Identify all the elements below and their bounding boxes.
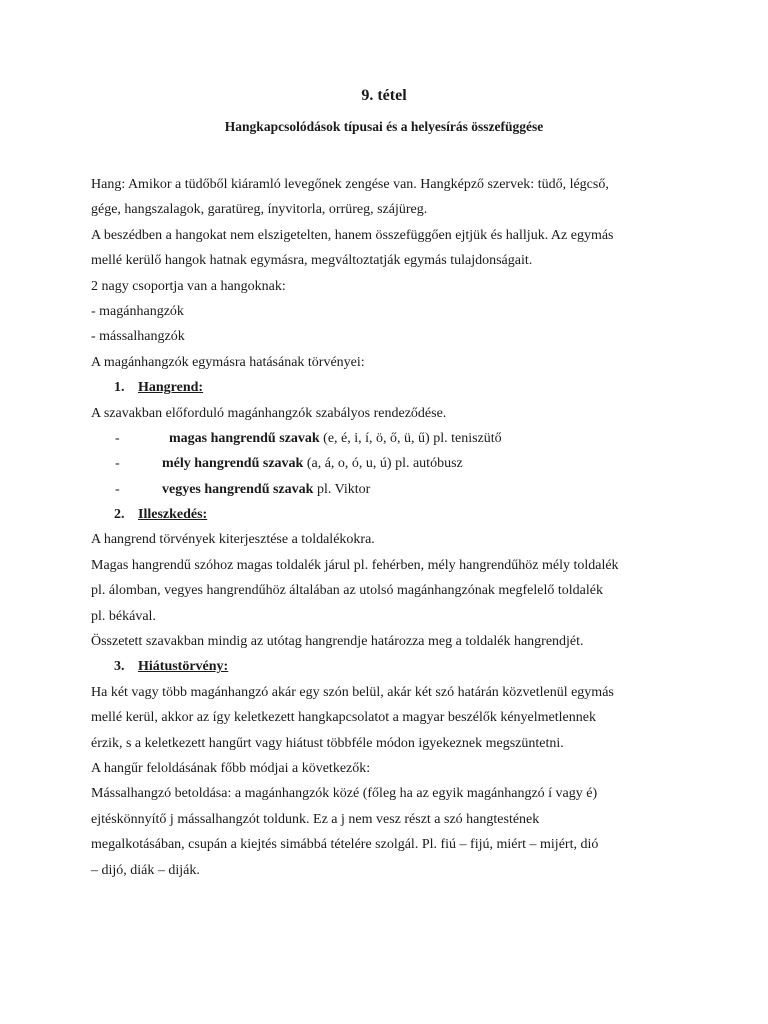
bullet-dash: - xyxy=(115,481,120,497)
paragraph-line: érzik, s a keletkezett hangűrt vagy hiátust többféle módon igyekeznek megszüntetni. xyxy=(91,735,564,751)
section-heading-hangrend xyxy=(91,375,691,400)
bullet-text: pl. Viktor xyxy=(313,481,371,497)
bullet-term: magas hangrendű szavak xyxy=(169,430,320,446)
page-subtitle: Hangkapcsolódások típusai és a helyesírás összefüggése xyxy=(224,119,544,134)
list-item: - mássalhangzók xyxy=(91,329,185,345)
section-number: 3. xyxy=(114,659,125,675)
bullet-text: (a, á, o, ó, u, ú) pl. autóbusz xyxy=(303,456,463,472)
paragraph-line: ejtéskönnyítő j mássalhangzót toldunk. Ez a j nem vesz részt a szó hangtestének xyxy=(91,811,540,827)
paragraph-line: pl. békával. xyxy=(91,608,156,624)
section-title: Hiátustörvény: xyxy=(138,659,229,675)
paragraph-line: A magánhangzók egymásra hatásának törvényei: xyxy=(91,354,365,370)
section-heading-illeszkedes xyxy=(91,502,691,527)
bullet-term: vegyes hangrendű szavak xyxy=(162,481,314,497)
section-title: Illeszkedés: xyxy=(138,507,208,523)
paragraph-line: A hangrend törvények kiterjesztése a toldalékokra. xyxy=(91,532,375,548)
bullet-item xyxy=(91,426,691,451)
paragraph-line: pl. álomban, vegyes hangrendűhöz általában az utolsó magánhangzónak megfelelő toldalék xyxy=(91,583,603,599)
paragraph-line: Hang: Amikor a tüdőből kiáramló levegőnek zengése van. Hangképző szervek: tüdő, légcső, xyxy=(91,177,609,192)
paragraph-line: – dijó, diák – diják. xyxy=(91,862,200,878)
paragraph-line: Magas hangrendű szóhoz magas toldalék járul pl. fehérben, mély hangrendűhöz mély toldalék xyxy=(91,557,619,573)
paragraph-line: Összetett szavakban mindig az utótag hangrendje határozza meg a toldalék hangrendjét. xyxy=(91,634,584,650)
paragraph-line: A szavakban előforduló magánhangzók szabályos rendeződése. xyxy=(91,405,447,421)
paragraph-line: Ha két vagy több magánhangzó akár egy szón belül, akár két szó határán közvetlenül egymás xyxy=(91,684,614,700)
section-number: 2. xyxy=(114,507,125,523)
section-title: Hangrend: xyxy=(138,380,204,396)
section-number: 1. xyxy=(114,380,125,396)
paragraph-line: 2 nagy csoportja van a hangoknak: xyxy=(91,278,286,294)
bullet-dash: - xyxy=(115,430,120,446)
paragraph-line: mellé kerül, akkor az így keletkezett hangkapcsolatot a magyar beszélők kényelmetlennek xyxy=(91,710,596,726)
page-title: 9. tétel xyxy=(361,87,407,104)
paragraph-line: A beszédben a hangokat nem elszigetelten, hanem összefüggően ejtjük és halljuk. Az egymás xyxy=(91,227,614,243)
paragraph-line: megalkotásában, csupán a kiejtés simábbá tételére szolgál. Pl. fiú – fijú, miért – mijért, dió xyxy=(91,837,599,853)
bullet-dash: - xyxy=(115,456,120,472)
list-item: - magánhangzók xyxy=(91,303,184,319)
bullet-term: mély hangrendű szavak xyxy=(162,456,304,472)
paragraph-line: gége, hangszalagok, garatüreg, ínyvitorla, orrüreg, szájüreg. xyxy=(91,202,428,218)
document-body xyxy=(91,172,691,883)
paragraph-line: Mássalhangzó betoldása: a magánhangzók közé (főleg ha az egyik magánhangzó í vagy é) xyxy=(91,786,598,802)
section-heading-hiatustorveny xyxy=(91,654,691,679)
bullet-item xyxy=(91,451,691,476)
paragraph-line: mellé kerülő hangok hatnak egymásra, megváltoztatják egymás tulajdonságait. xyxy=(91,253,533,269)
bullet-text: (e, é, i, í, ö, ő, ü, ű) pl. teniszütő xyxy=(319,430,502,446)
paragraph-line: A hangűr feloldásának főbb módjai a következők: xyxy=(91,760,371,776)
bullet-item xyxy=(91,477,691,502)
